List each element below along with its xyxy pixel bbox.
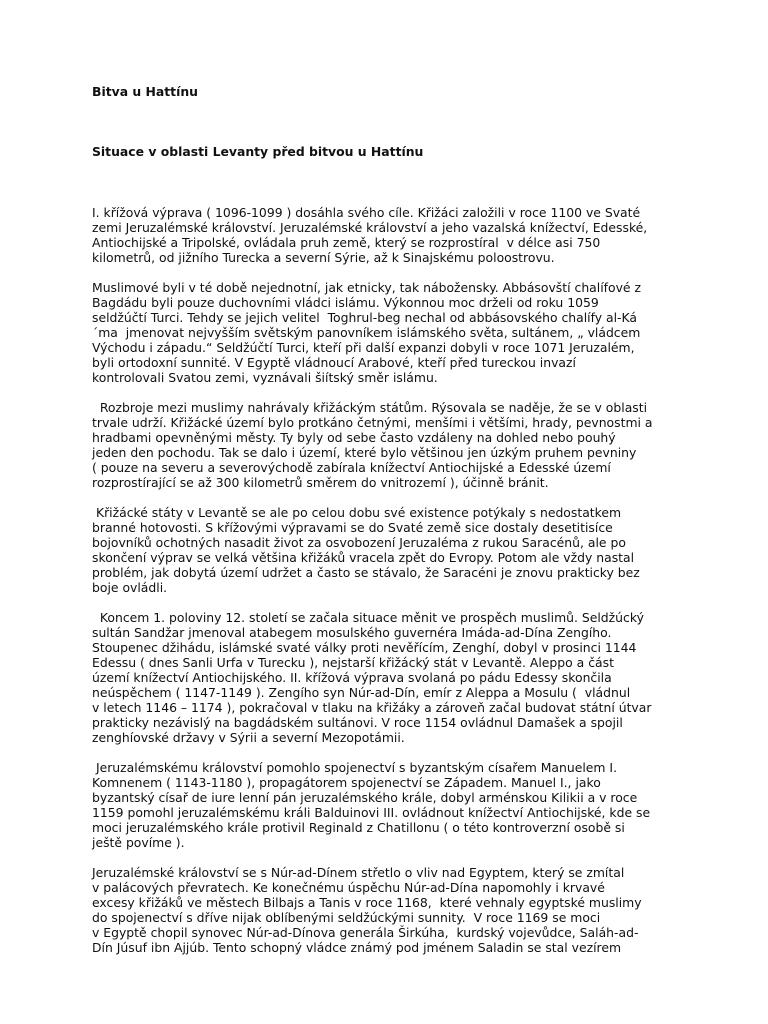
paragraph-line: kontrolovali Svatou zemi, vyznávali šiítský směr islámu. — [92, 370, 438, 385]
paragraph-line: Koncem 1. poloviny 12. století se začala situace měnit ve prospěch muslimů. Seldžúcký — [92, 610, 644, 625]
paragraph-line: Jeruzalémské království se s Núr-ad-Dínem střetlo o vliv nad Egyptem, který se zmítal — [92, 865, 625, 880]
paragraph-line: Křižácké státy v Levantě se ale po celou dobu své existence potýkaly s nedostatkem — [92, 505, 622, 520]
paragraph-line: I. křížová výprava ( 1096-1099 ) dosáhla svého cíle. Křižáci založili v roce 1100 ve Svaté — [92, 205, 641, 220]
paragraph-line: Bagdádu byli pouze duchovními vládci islámu. Výkonnou moc drželi od roku 1059 — [92, 295, 599, 310]
paragraph-line: kilometrů, od jižního Turecka a severní Sýrie, až k Sinajskému poloostrovu. — [92, 250, 555, 265]
document-body — [92, 205, 692, 955]
paragraph-line: bojovníků ochotných nasadit život za osvobození Jeruzaléma z rukou Saracénů, ale po — [92, 535, 626, 550]
paragraph-line: ( pouze na severu a severovýchodě zabírala knížectví Antiochijské a Edesské území — [92, 460, 611, 475]
document-title: Bitva u Hattínu — [92, 84, 198, 99]
paragraph-line: sultán Sandžar jmenoval atabegem mosulského guvernéra Imáda-ad-Dína Zengího. — [92, 625, 612, 640]
paragraph-line: rozprostírající se až 300 kilometrů směrem do vnitrozemí ), účinně bránit. — [92, 475, 549, 490]
paragraph-line: Antiochijské a Tripolské, ovládala pruh země, který se rozprostíral v délce asi 750 — [92, 235, 601, 250]
paragraph-line: byzantský císař de iure lenní pán jeruzalémského krále, dobyl arménskou Kilikii a v roce — [92, 790, 638, 805]
section-heading: Situace v oblasti Levanty před bitvou u Hattínu — [92, 144, 424, 159]
paragraph-line: zemi Jeruzalémské království. Jeruzalémské království a jeho vazalská knížectví, Edesské, — [92, 220, 648, 235]
paragraph-line: do spojenectví s dříve nijak oblíbenými seldžúckými sunnity. V roce 1169 se moci — [92, 910, 601, 925]
paragraph-line: 1159 pomohl jeruzalémskému králi Balduinovi III. ovládnout knížectví Antiochijské, kde se — [92, 805, 651, 820]
paragraph-line: ´ma jmenovat nejvyšším světským panovníkem islámského světa, sultánem, „ vládcem — [92, 325, 641, 340]
paragraph-line: prakticky nezávislý na bagdádském sultánovi. V roce 1154 ovládnul Damašek a spojil — [92, 715, 623, 730]
paragraph-line: v letech 1146 – 1174 ), pokračoval v tlaku na křižáky a zároveň začal budovat státní útvar — [92, 700, 652, 715]
paragraph — [92, 760, 692, 850]
paragraph-line: boje ovládli. — [92, 580, 168, 595]
paragraph-line: problém, jak dobytá území udržet a často se stávalo, že Saracéni je znovu prakticky bez — [92, 565, 640, 580]
paragraph-line: zenghíovské državy v Sýrii a severní Mezopotámii. — [92, 730, 405, 745]
paragraph-line: Jeruzalémskému království pomohlo spojenectví s byzantským císařem Manuelem I. — [92, 760, 618, 775]
paragraph-line: Dín Júsuf ibn Ajjúb. Tento schopný vládce známý pod jménem Saladin se stal vezírem — [92, 940, 622, 955]
paragraph-line: seldžúčtí Turci. Tehdy se jejich velitel Toghrul-beg nechal od abbásovského chalífy al-Ká — [92, 310, 638, 325]
paragraph — [92, 610, 692, 745]
paragraph-line: území knížectví Antiochijského. II. křížová výprava svolaná po pádu Edessy skončila — [92, 670, 612, 685]
paragraph-line: jeden den pochodu. Tak se dalo i území, které bylo většinou jen úzkým pruhem pevniny — [92, 445, 637, 460]
paragraph-line: Východu i západu.“ Seldžúčtí Turci, kteří při další expanzi dobyli v roce 1071 Jeruzalém, — [92, 340, 635, 355]
paragraph-line: hradbami opevněnými městy. Ty byly od sebe často vzdáleny na dohled nebo pouhý — [92, 430, 616, 445]
paragraph-line: Komnenem ( 1143-1180 ), propagátorem spojenectví se Západem. Manuel I., jako — [92, 775, 601, 790]
paragraph-line: branné hotovosti. S křížovými výpravami se do Svaté země sice dostaly desetitisíce — [92, 520, 613, 535]
paragraph-line: trvale udrží. Křižácké území bylo protkáno četnými, menšími i většími, hrady, pevnostmi a — [92, 415, 653, 430]
paragraph-line: ještě povíme ). — [92, 835, 185, 850]
paragraph-line: excesy křižáků ve městech Bilbajs a Tanis v roce 1168, které vehnaly egyptské muslimy — [92, 895, 642, 910]
paragraph — [92, 505, 692, 595]
paragraph — [92, 280, 692, 385]
paragraph-line: neúspěchem ( 1147-1149 ). Zengího syn Núr-ad-Dín, emír z Aleppa a Mosulu ( vládnul — [92, 685, 631, 700]
paragraph-line: byli ortodoxní sunnité. V Egyptě vládnoucí Arabové, kteří před tureckou invazí — [92, 355, 576, 370]
paragraph-line: v Egyptě chopil synovec Núr-ad-Dínova generála Širkúha, kurdský vojevůdce, Saláh-ad- — [92, 925, 639, 940]
paragraph-line: Edessu ( dnes Sanli Urfa v Turecku ), nejstarší křižácký stát v Levantě. Aleppo a část — [92, 655, 614, 670]
paragraph — [92, 865, 692, 955]
paragraph-line: Muslimové byli v té době nejednotní, jak etnicky, tak nábožensky. Abbásovští chalífové z — [92, 280, 641, 295]
paragraph-line: moci jeruzalémského krále protivil Reginald z Chatillonu ( o této kontroverzní osobě si — [92, 820, 625, 835]
paragraph-line: v palácových převratech. Ke konečnému úspěchu Núr-ad-Dína napomohly i krvavé — [92, 880, 605, 895]
paragraph-line: Stoupenec džihádu, islámské svaté války proti nevěřícím, Zenghí, dobyl v prosinci 1144 — [92, 640, 637, 655]
paragraph — [92, 205, 692, 265]
paragraph-line: skončení výprav se velká většina křižáků vracela zpět do Evropy. Potom ale vždy nastal — [92, 550, 635, 565]
paragraph-line: Rozbroje mezi muslimy nahrávaly křižáckým státům. Rýsovala se naděje, že se v oblasti — [92, 400, 648, 415]
paragraph — [92, 400, 692, 490]
document-page — [92, 84, 692, 970]
